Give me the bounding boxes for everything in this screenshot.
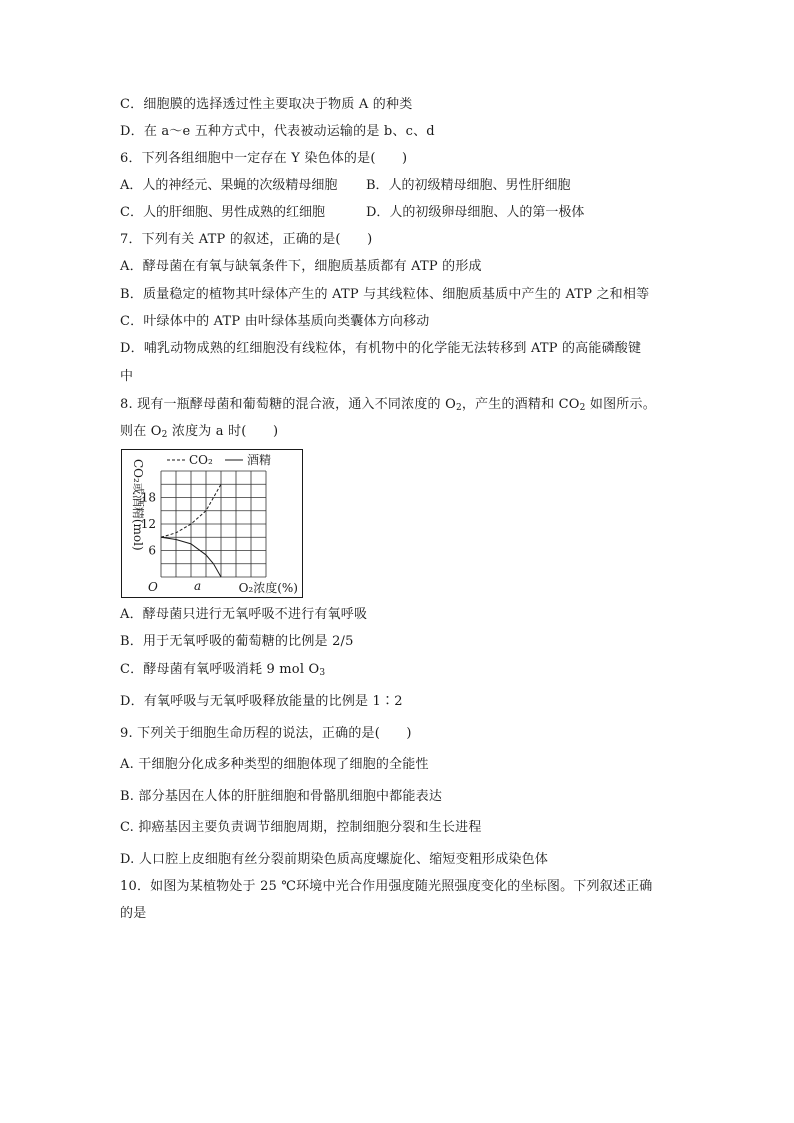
- text-line: D．在 a～e 五种方式中，代表被动运输的是 b、c、d: [120, 124, 435, 139]
- origin-label: O: [148, 580, 158, 594]
- q6-options-row2: [120, 204, 584, 222]
- legend-co2-label: CO₂: [189, 453, 213, 467]
- q7-option-c[interactable]: C．叶绿体中的 ATP 由叶绿体基质向类囊体方向移动: [120, 314, 430, 329]
- chart-labels: [131, 452, 298, 595]
- x-axis-label: O₂浓度(%): [238, 581, 298, 595]
- chart-svg: [121, 449, 303, 598]
- o2-chart: [121, 449, 303, 598]
- q6-option-d[interactable]: D．人的初级卵母细胞、人的第一极体: [366, 205, 585, 220]
- question-10-stem-cont: 的是: [120, 906, 147, 921]
- y-tick-label: 12: [140, 517, 156, 531]
- chart-grid: [161, 471, 266, 577]
- q8-option-c[interactable]: C．酵母菌有氧呼吸消耗 9 mol $O_3$: [120, 662, 326, 678]
- q7-option-b[interactable]: B．质量稳定的植物其叶绿体产生的 ATP 与其线粒体、细胞质基质中产生的 ATP 之和相等: [120, 287, 650, 302]
- y-axis-label: CO₂或酒精(mol): [131, 459, 145, 551]
- question-8-stem-cont: 则在 $O_2$ 浓度为 a 时( ): [120, 424, 279, 440]
- q9-option-a[interactable]: A. 干细胞分化成多种类型的细胞体现了细胞的全能性: [120, 757, 429, 772]
- q9-option-b[interactable]: B. 部分基因在人体的肝脏细胞和骨骼肌细胞中都能表达: [120, 789, 443, 804]
- question-7-stem: 7．下列有关 ATP 的叙述，正确的是( ): [120, 232, 373, 247]
- question-6-stem: 6．下列各组细胞中一定存在 Y 染色体的是( ): [120, 151, 408, 166]
- x-mark-label: a: [194, 579, 202, 593]
- q8-option-d[interactable]: D．有氧呼吸与无氧呼吸释放能量的比例是 1∶2: [120, 694, 403, 709]
- q6-option-b[interactable]: B．人的初级精母细胞、男性肝细胞: [366, 178, 571, 193]
- question-8-stem: 8. 现有一瓶酵母菌和葡萄糖的混合液，通入不同浓度的 $O_2$，产生的酒精和 $CO_2$ 如图所示。: [120, 397, 656, 413]
- y-tick-label: 6: [148, 543, 156, 558]
- question-10-stem: 10．如图为某植物处于 25 ℃环境中光合作用强度随光照强度变化的坐标图。下列叙述正确: [120, 879, 653, 894]
- q9-option-c[interactable]: C. 抑癌基因主要负责调节细胞周期，控制细胞分裂和生长进程: [120, 820, 482, 835]
- question-9-stem: 9. 下列关于细胞生命历程的说法，正确的是( ): [120, 726, 412, 741]
- text-line: C．细胞膜的选择透过性主要取决于物质 A 的种类: [120, 97, 413, 112]
- y-tick-label: 18: [140, 490, 156, 505]
- q7-option-a[interactable]: A．酵母菌在有氧与缺氧条件下，细胞质基质都有 ATP 的形成: [120, 259, 482, 274]
- q6-option-c[interactable]: C．人的肝细胞、男性成熟的红细胞: [120, 205, 325, 220]
- q7-option-d-cont: 中: [120, 369, 134, 384]
- q6-options-row1: [120, 177, 571, 195]
- q6-option-a[interactable]: A．人的神经元、果蝇的次级精母细胞: [120, 178, 338, 193]
- legend-alcohol-label: 酒精: [247, 453, 272, 467]
- q9-option-d[interactable]: D. 人口腔上皮细胞有丝分裂前期染色质高度螺旋化、缩短变粗形成染色体: [120, 852, 549, 867]
- q8-option-a[interactable]: A．酵母菌只进行无氧呼吸不进行有氧呼吸: [120, 607, 368, 622]
- q8-option-b[interactable]: B．用于无氧呼吸的葡萄糖的比例是 2/5: [120, 634, 354, 649]
- q7-option-d[interactable]: D．哺乳动物成熟的红细胞没有线粒体，有机物中的化学能无法转移到 ATP 的高能磷酸键: [120, 341, 642, 356]
